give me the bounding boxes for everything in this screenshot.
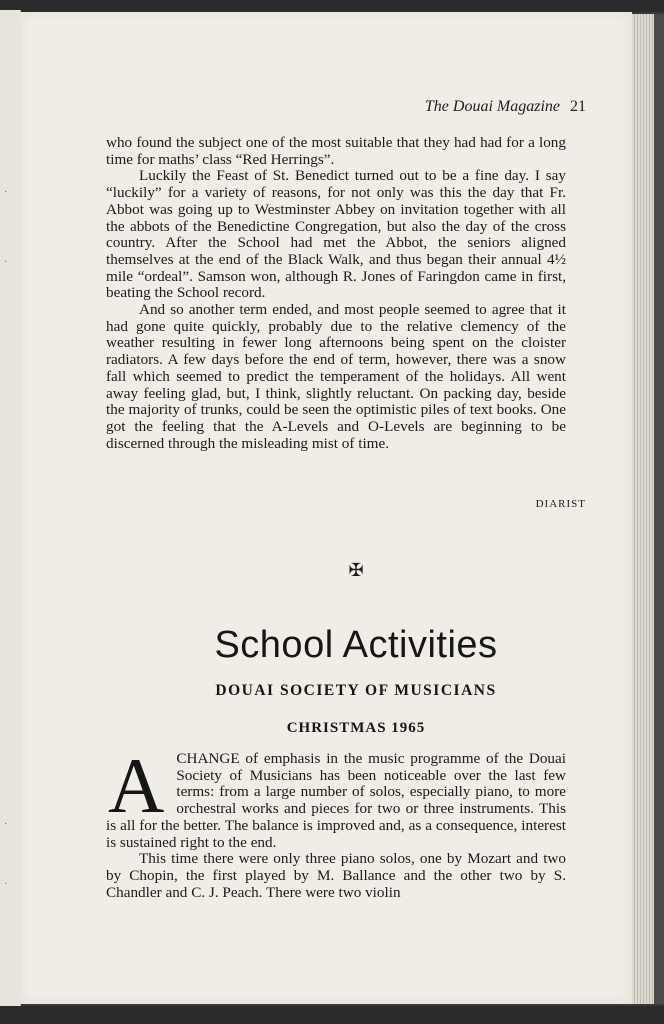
drop-cap: A	[108, 742, 165, 829]
binding-mark: ·	[4, 819, 8, 830]
binding-mark: ·	[4, 257, 8, 268]
diary-paragraph: who found the subject one of the most suitable that they had had for a long time for maths’ class “Red Herrings”.	[106, 134, 566, 168]
page-number: 21	[570, 98, 586, 115]
section-title: School Activities	[214, 624, 498, 666]
running-header	[20, 98, 586, 116]
scan-bottom-edge	[0, 1006, 664, 1024]
magazine-page	[20, 12, 632, 1004]
diary-text	[106, 135, 566, 452]
section-subheading: CHRISTMAS 1965	[286, 720, 426, 736]
facing-page-edge	[0, 10, 21, 1006]
binding-mark: ·	[4, 879, 8, 890]
diary-paragraph: Luckily the Feast of St. Benedict turned out to be a fine day. I say “luckily” for a variety of reasons, for not only was this the day that Fr. Abbot was going up to Westminster Abbey on invitation together with all the abbots of the Benedictine Congregation, but also the day of the cross country. After the School had met the Abbot, the seniors aligned themselves at the end of the Black Walk, and thus began their annual 4½ mile “ordeal”. Samson won, although R. Jones of Faringdon came in first, beating the School record.	[106, 167, 566, 302]
magazine-title: The Douai Magazine	[424, 98, 560, 115]
author-signature: DIARIST	[535, 498, 586, 510]
music-text	[106, 742, 566, 901]
book-cover-edge	[654, 14, 664, 1004]
binding-mark: ·	[4, 187, 8, 198]
music-paragraph: CHANGE of emphasis in the music programme of the Douai Society of Musicians has been noticeable over the last few terms: from a large number of solos, especially piano, to more orchestral works and pieces for two or three instruments. This is all for the better. The balance is improved and, as a consequence, interest is sustained right to the end.	[106, 750, 566, 851]
cross-ornament-icon: ✠	[348, 560, 364, 580]
diary-paragraph: And so another term ended, and most people seemed to agree that it had gone quite quickly, probably due to the relative clemency of the weather resulting in fewer long afternoons being spent on the cloister radiators. A few days before the end of term, however, there was a snow fall which seemed to predict the temperament of the holidays. All went away feeling glad, but, I think, slightly reluctant. On packing day, beside the majority of trunks, could be seen the optimistic piles of text books. One got the feeling that the A-Levels and O-Levels are beginning to be discerned through the misleading mist of time.	[106, 301, 566, 452]
scan-top-edge	[0, 0, 664, 12]
section-subtitle: DOUAI SOCIETY OF MUSICIANS	[215, 682, 497, 699]
page-stack-edges	[632, 14, 654, 1004]
music-paragraph: This time there were only three piano solos, one by Mozart and two by Chopin, the first played by M. Ballance and the other two by S. Chandler and C. J. Peach. There were two violin	[106, 850, 566, 901]
